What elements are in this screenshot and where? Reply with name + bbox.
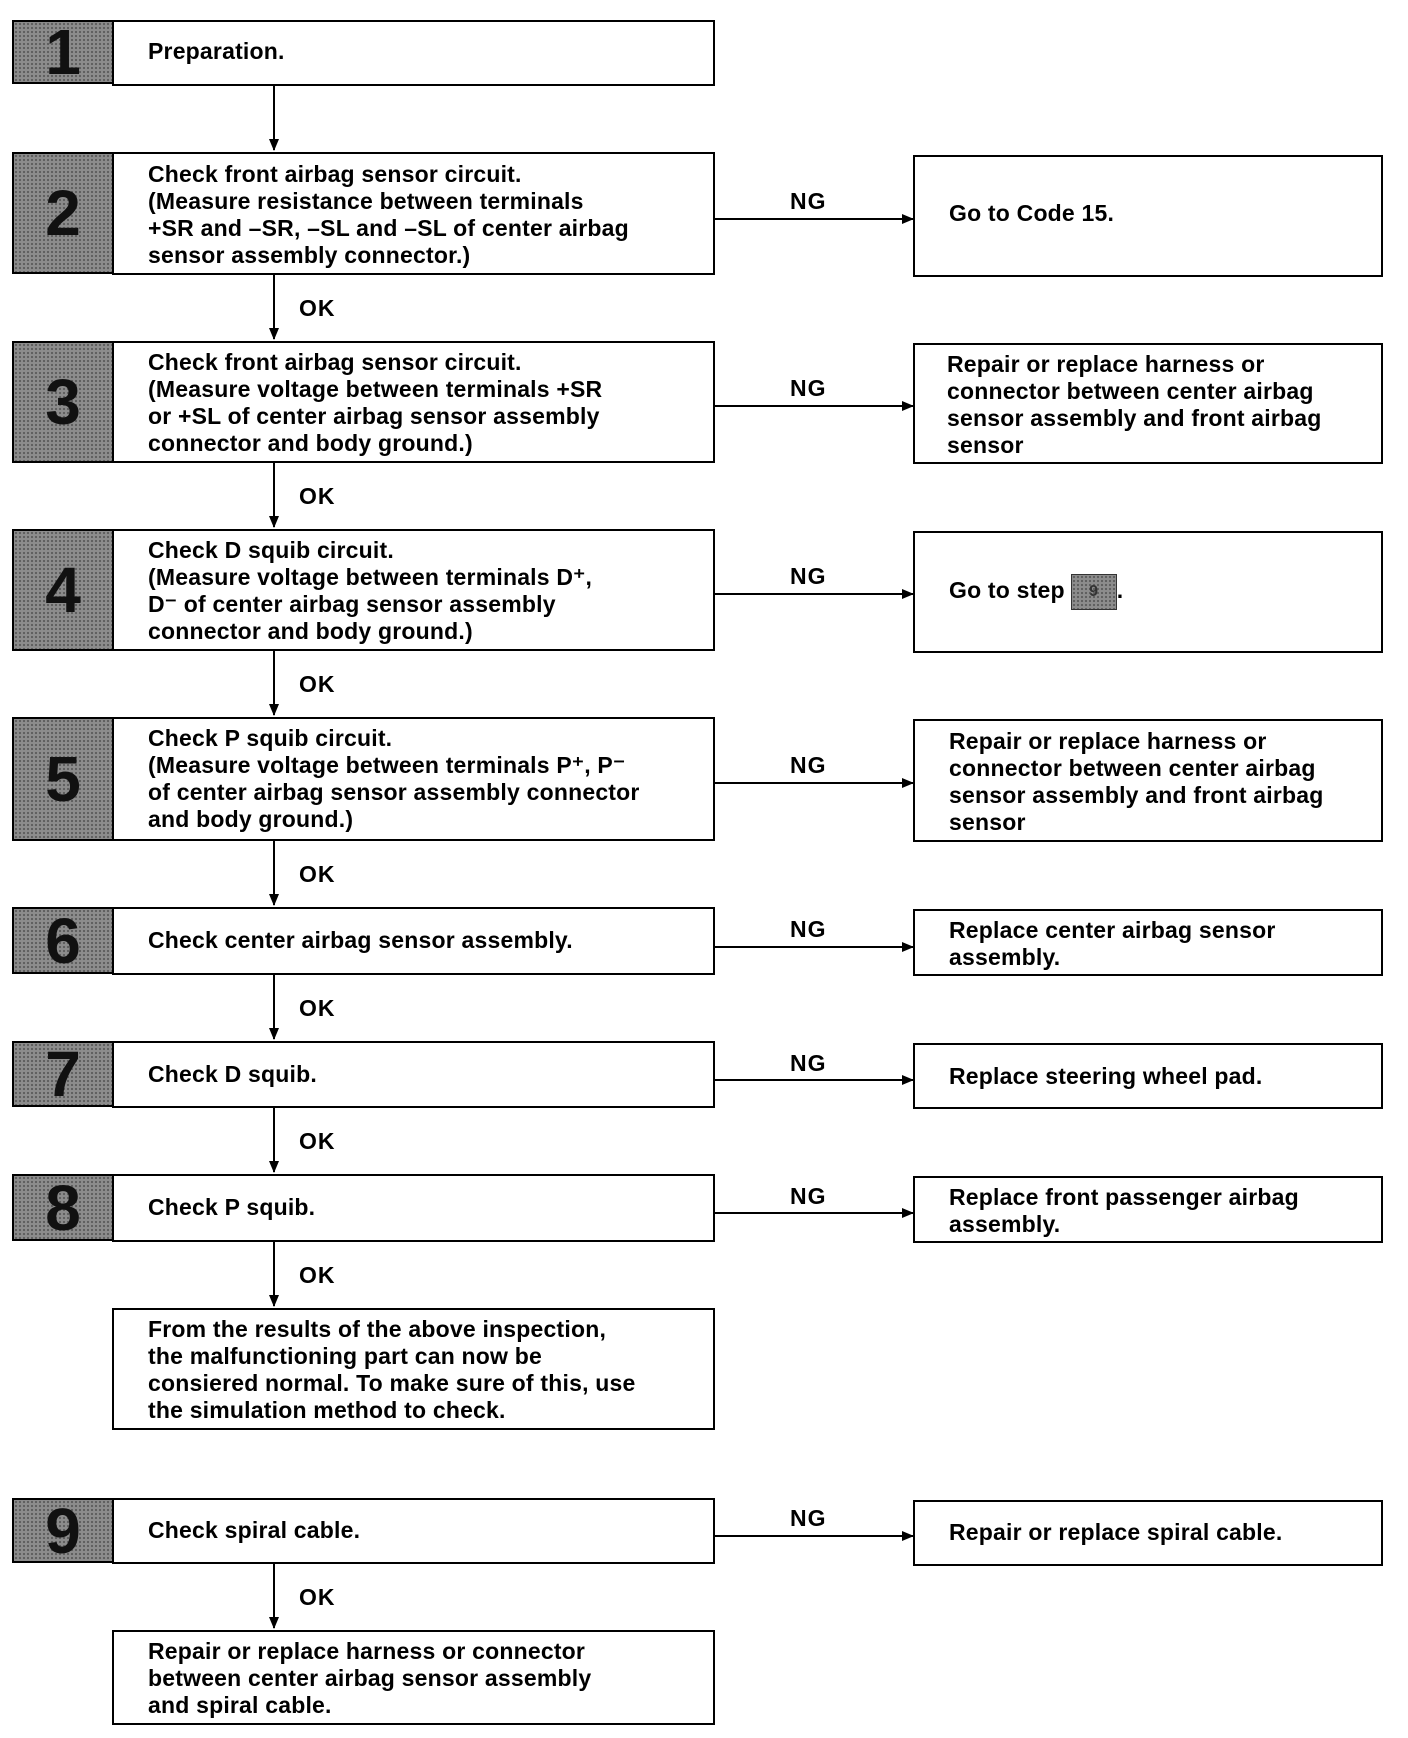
- step-8-text: Check P squib.: [148, 1194, 316, 1220]
- step-9-number: 9: [12, 1498, 114, 1563]
- ng-label-9: NG: [790, 1505, 827, 1531]
- step-1-number: 1: [12, 20, 114, 84]
- ok-label-4: OK: [299, 671, 336, 697]
- step-9-link-badge[interactable]: 9: [1071, 574, 1117, 610]
- ok-label-5: OK: [299, 861, 336, 887]
- ok-label-6: OK: [299, 995, 336, 1021]
- final-result-text-1: From the results of the above inspection, the malfunctioning part can now be consiered normal. To make sure of this, use the simulation method to check.: [148, 1316, 636, 1423]
- result-7-text: Replace steering wheel pad.: [949, 1063, 1263, 1089]
- ok-label-2: OK: [299, 295, 336, 321]
- result-4-prefix: Go to step: [949, 577, 1065, 604]
- ng-label-3: NG: [790, 375, 827, 401]
- step-4-text: Check D squib circuit. (Measure voltage between terminals D⁺, D⁻ of center airbag sensor assembly connector and body ground.): [148, 537, 593, 644]
- result-4-suffix: .: [1116, 577, 1124, 604]
- step-4-number: 4: [12, 529, 114, 651]
- result-9-text: Repair or replace spiral cable.: [949, 1519, 1283, 1545]
- ng-label-6: NG: [790, 916, 827, 942]
- ng-label-4: NG: [790, 563, 827, 589]
- step-6-text: Check center airbag sensor assembly.: [148, 927, 573, 953]
- step-3-text: Check front airbag sensor circuit. (Measure voltage between terminals +SR or +SL of center airbag sensor assembly connector and body ground.): [148, 349, 603, 456]
- step-2-text: Check front airbag sensor circuit. (Measure resistance between terminals +SR and –SR, –SL and –SL of center airbag sensor assembly connector.): [148, 161, 629, 268]
- step-8-number: 8: [12, 1174, 114, 1241]
- ng-label-8: NG: [790, 1183, 827, 1209]
- step-7-number: 7: [12, 1041, 114, 1107]
- result-5-text: Repair or replace harness or connector between center airbag sensor assembly and front airbag sensor: [949, 728, 1324, 835]
- step-6-number: 6: [12, 907, 114, 974]
- result-8-text: Replace front passenger airbag assembly.: [949, 1184, 1299, 1237]
- step-5-number: 5: [12, 717, 114, 841]
- step-9-text: Check spiral cable.: [148, 1517, 361, 1543]
- step-2-number: 2: [12, 152, 114, 274]
- ok-label-9: OK: [299, 1584, 336, 1610]
- result-4-text: [949, 574, 1123, 610]
- final-result-text-9: Repair or replace harness or connector between center airbag sensor assembly and spiral cable.: [148, 1638, 592, 1718]
- ok-label-3: OK: [299, 483, 336, 509]
- step-3-number: 3: [12, 341, 114, 463]
- step-5-text: Check P squib circuit. (Measure voltage between terminals P⁺, P⁻ of center airbag sensor assembly connector and body ground.): [148, 725, 640, 832]
- ok-label-8: OK: [299, 1262, 336, 1288]
- ng-label-2: NG: [790, 188, 827, 214]
- step-1-text: Preparation.: [148, 38, 285, 64]
- step-7-text: Check D squib.: [148, 1061, 317, 1087]
- result-6-text: Replace center airbag sensor assembly.: [949, 917, 1276, 970]
- result-2-text: Go to Code 15.: [949, 200, 1115, 226]
- result-3-text: Repair or replace harness or connector between center airbag sensor assembly and front airbag sensor: [947, 351, 1322, 458]
- ng-label-5: NG: [790, 752, 827, 778]
- ng-label-7: NG: [790, 1050, 827, 1076]
- ok-label-7: OK: [299, 1128, 336, 1154]
